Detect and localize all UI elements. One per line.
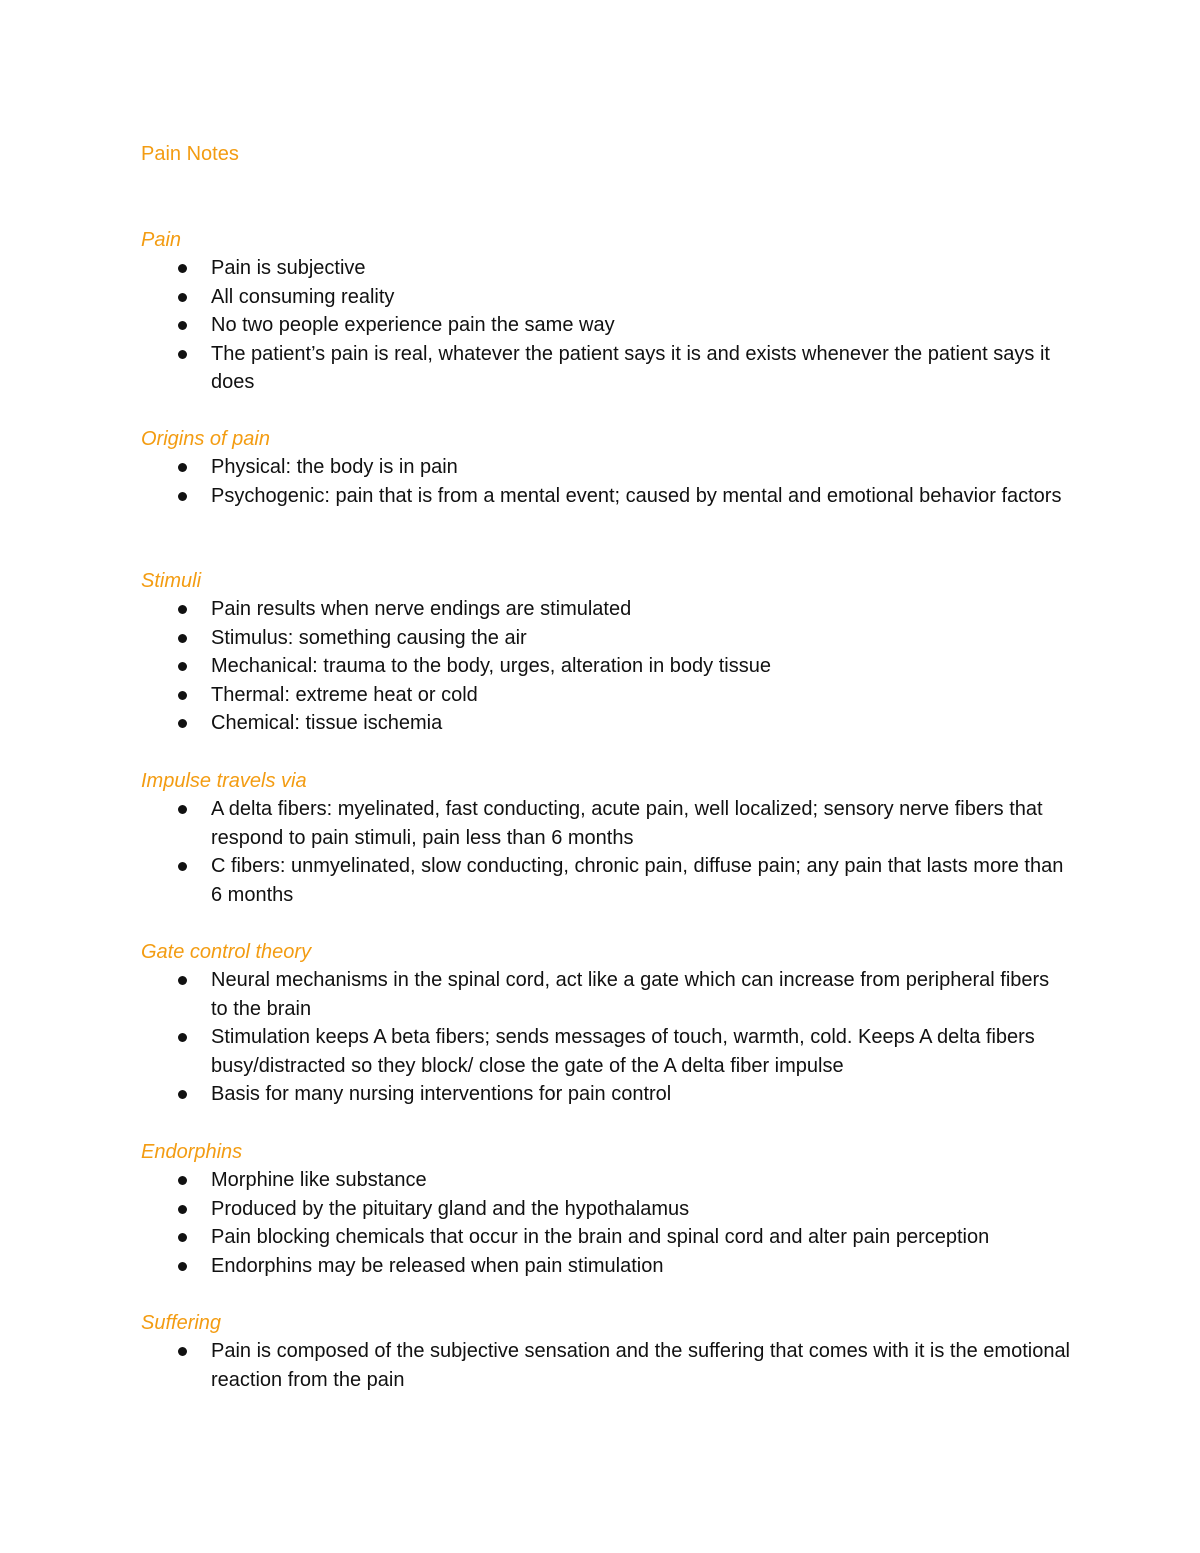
section-heading: Suffering bbox=[141, 1312, 222, 1334]
bullet-list bbox=[141, 795, 1071, 909]
bullet-icon bbox=[178, 463, 187, 472]
list-item-text: Chemical: tissue ischemia bbox=[211, 712, 443, 734]
section-suffering bbox=[141, 1309, 1071, 1394]
section-heading: Stimuli bbox=[141, 570, 202, 592]
list-item bbox=[141, 254, 1071, 283]
list-item-text: Stimulus: something causing the air bbox=[211, 626, 527, 649]
section-heading: Pain bbox=[141, 229, 182, 251]
bullet-icon bbox=[178, 293, 187, 302]
bullet-icon bbox=[178, 1176, 187, 1185]
list-item bbox=[141, 709, 1071, 738]
list-item-text: Basis for many nursing interventions for pain control bbox=[211, 1083, 672, 1105]
list-item bbox=[141, 595, 1071, 624]
bullet-icon bbox=[178, 691, 187, 700]
list-item bbox=[141, 1252, 1071, 1281]
bullet-icon bbox=[178, 605, 187, 614]
bullet-icon bbox=[178, 719, 187, 728]
bullet-icon bbox=[178, 1090, 187, 1099]
section-gate-control-theory bbox=[141, 938, 1071, 1109]
list-item bbox=[141, 681, 1071, 710]
section-pain bbox=[141, 226, 1071, 397]
section-heading: Impulse travels via bbox=[141, 770, 307, 792]
list-item-text: A delta fibers: myelinated, fast conducting, acute pain, well localized; sensory nerve fibers that respond to pain stimuli, pain less than 6 months bbox=[211, 798, 1043, 849]
list-item bbox=[141, 340, 1071, 397]
bullet-icon bbox=[178, 662, 187, 671]
bullet-icon bbox=[178, 264, 187, 273]
list-item bbox=[141, 283, 1071, 312]
bullet-icon bbox=[178, 1205, 187, 1214]
list-item-text: Physical: the body is in pain bbox=[211, 456, 458, 478]
list-item bbox=[141, 1195, 1071, 1224]
list-item-text: Mechanical: trauma to the body, urges, alteration in body tissue bbox=[211, 655, 771, 677]
list-item-text: C fibers: unmyelinated, slow conducting, chronic pain, diffuse pain; any pain that lasts more than 6 months bbox=[211, 855, 1064, 906]
list-item bbox=[141, 1337, 1071, 1394]
bullet-list bbox=[141, 453, 1071, 510]
list-item-text: Pain is subjective bbox=[211, 257, 366, 279]
list-item-text: Morphine like substance bbox=[211, 1169, 427, 1191]
list-item bbox=[141, 1023, 1071, 1080]
section-impulse-travels-via bbox=[141, 767, 1071, 909]
bullet-icon bbox=[178, 805, 187, 814]
list-item bbox=[141, 852, 1071, 909]
list-item-text: Neural mechanisms in the spinal cord, act like a gate which can increase from peripheral fibers to the brain bbox=[211, 969, 1050, 1020]
list-item bbox=[141, 624, 1071, 653]
list-item bbox=[141, 311, 1071, 340]
list-item bbox=[141, 1223, 1071, 1252]
bullet-list bbox=[141, 254, 1071, 397]
bullet-icon bbox=[178, 350, 187, 359]
bullet-icon bbox=[178, 1347, 187, 1356]
list-item-text: Pain is composed of the subjective sensation and the suffering that comes with it is the emotional reaction from the pain bbox=[211, 1340, 1071, 1391]
list-item-text: Pain blocking chemicals that occur in the brain and spinal cord and alter pain perception bbox=[211, 1226, 990, 1248]
section-heading: Origins of pain bbox=[141, 428, 270, 450]
list-item-text: Psychogenic: pain that is from a mental event; caused by mental and emotional behavior factors bbox=[211, 484, 1062, 507]
list-item-text: Thermal: extreme heat or cold bbox=[211, 683, 478, 706]
list-item-text: No two people experience pain the same way bbox=[211, 314, 615, 336]
bullet-icon bbox=[178, 862, 187, 871]
section-origins-of-pain bbox=[141, 425, 1071, 510]
list-item-text: The patient’s pain is real, whatever the patient says it is and exists whenever the patient says it does bbox=[211, 342, 1050, 393]
section-heading: Gate control theory bbox=[141, 941, 312, 963]
bullet-list bbox=[141, 1337, 1071, 1394]
list-item bbox=[141, 1080, 1071, 1109]
list-item bbox=[141, 453, 1071, 482]
document-title: Pain Notes bbox=[141, 143, 239, 165]
list-item-text: Stimulation keeps A beta fibers; sends messages of touch, warmth, cold. Keeps A delta fibers busy/distracted so they block/ close the gate of the A delta fiber impulse bbox=[211, 1026, 1035, 1077]
bullet-icon bbox=[178, 634, 187, 643]
bullet-icon bbox=[178, 321, 187, 330]
list-item bbox=[141, 966, 1071, 1023]
bullet-list bbox=[141, 1166, 1071, 1280]
section-endorphins bbox=[141, 1138, 1071, 1280]
bullet-list bbox=[141, 595, 1071, 738]
list-item bbox=[141, 652, 1071, 681]
list-item bbox=[141, 795, 1071, 852]
list-item bbox=[141, 1166, 1071, 1195]
section-heading: Endorphins bbox=[141, 1141, 243, 1163]
bullet-icon bbox=[178, 492, 187, 501]
list-item-text: Pain results when nerve endings are stimulated bbox=[211, 598, 632, 620]
bullet-icon bbox=[178, 1262, 187, 1271]
bullet-icon bbox=[178, 976, 187, 985]
list-item-text: Produced by the pituitary gland and the hypothalamus bbox=[211, 1197, 690, 1220]
bullet-icon bbox=[178, 1033, 187, 1042]
bullet-list bbox=[141, 966, 1071, 1109]
list-item-text: Endorphins may be released when pain stimulation bbox=[211, 1254, 664, 1277]
list-item bbox=[141, 482, 1071, 511]
section-stimuli bbox=[141, 567, 1071, 738]
list-item-text: All consuming reality bbox=[211, 285, 395, 308]
bullet-icon bbox=[178, 1233, 187, 1242]
